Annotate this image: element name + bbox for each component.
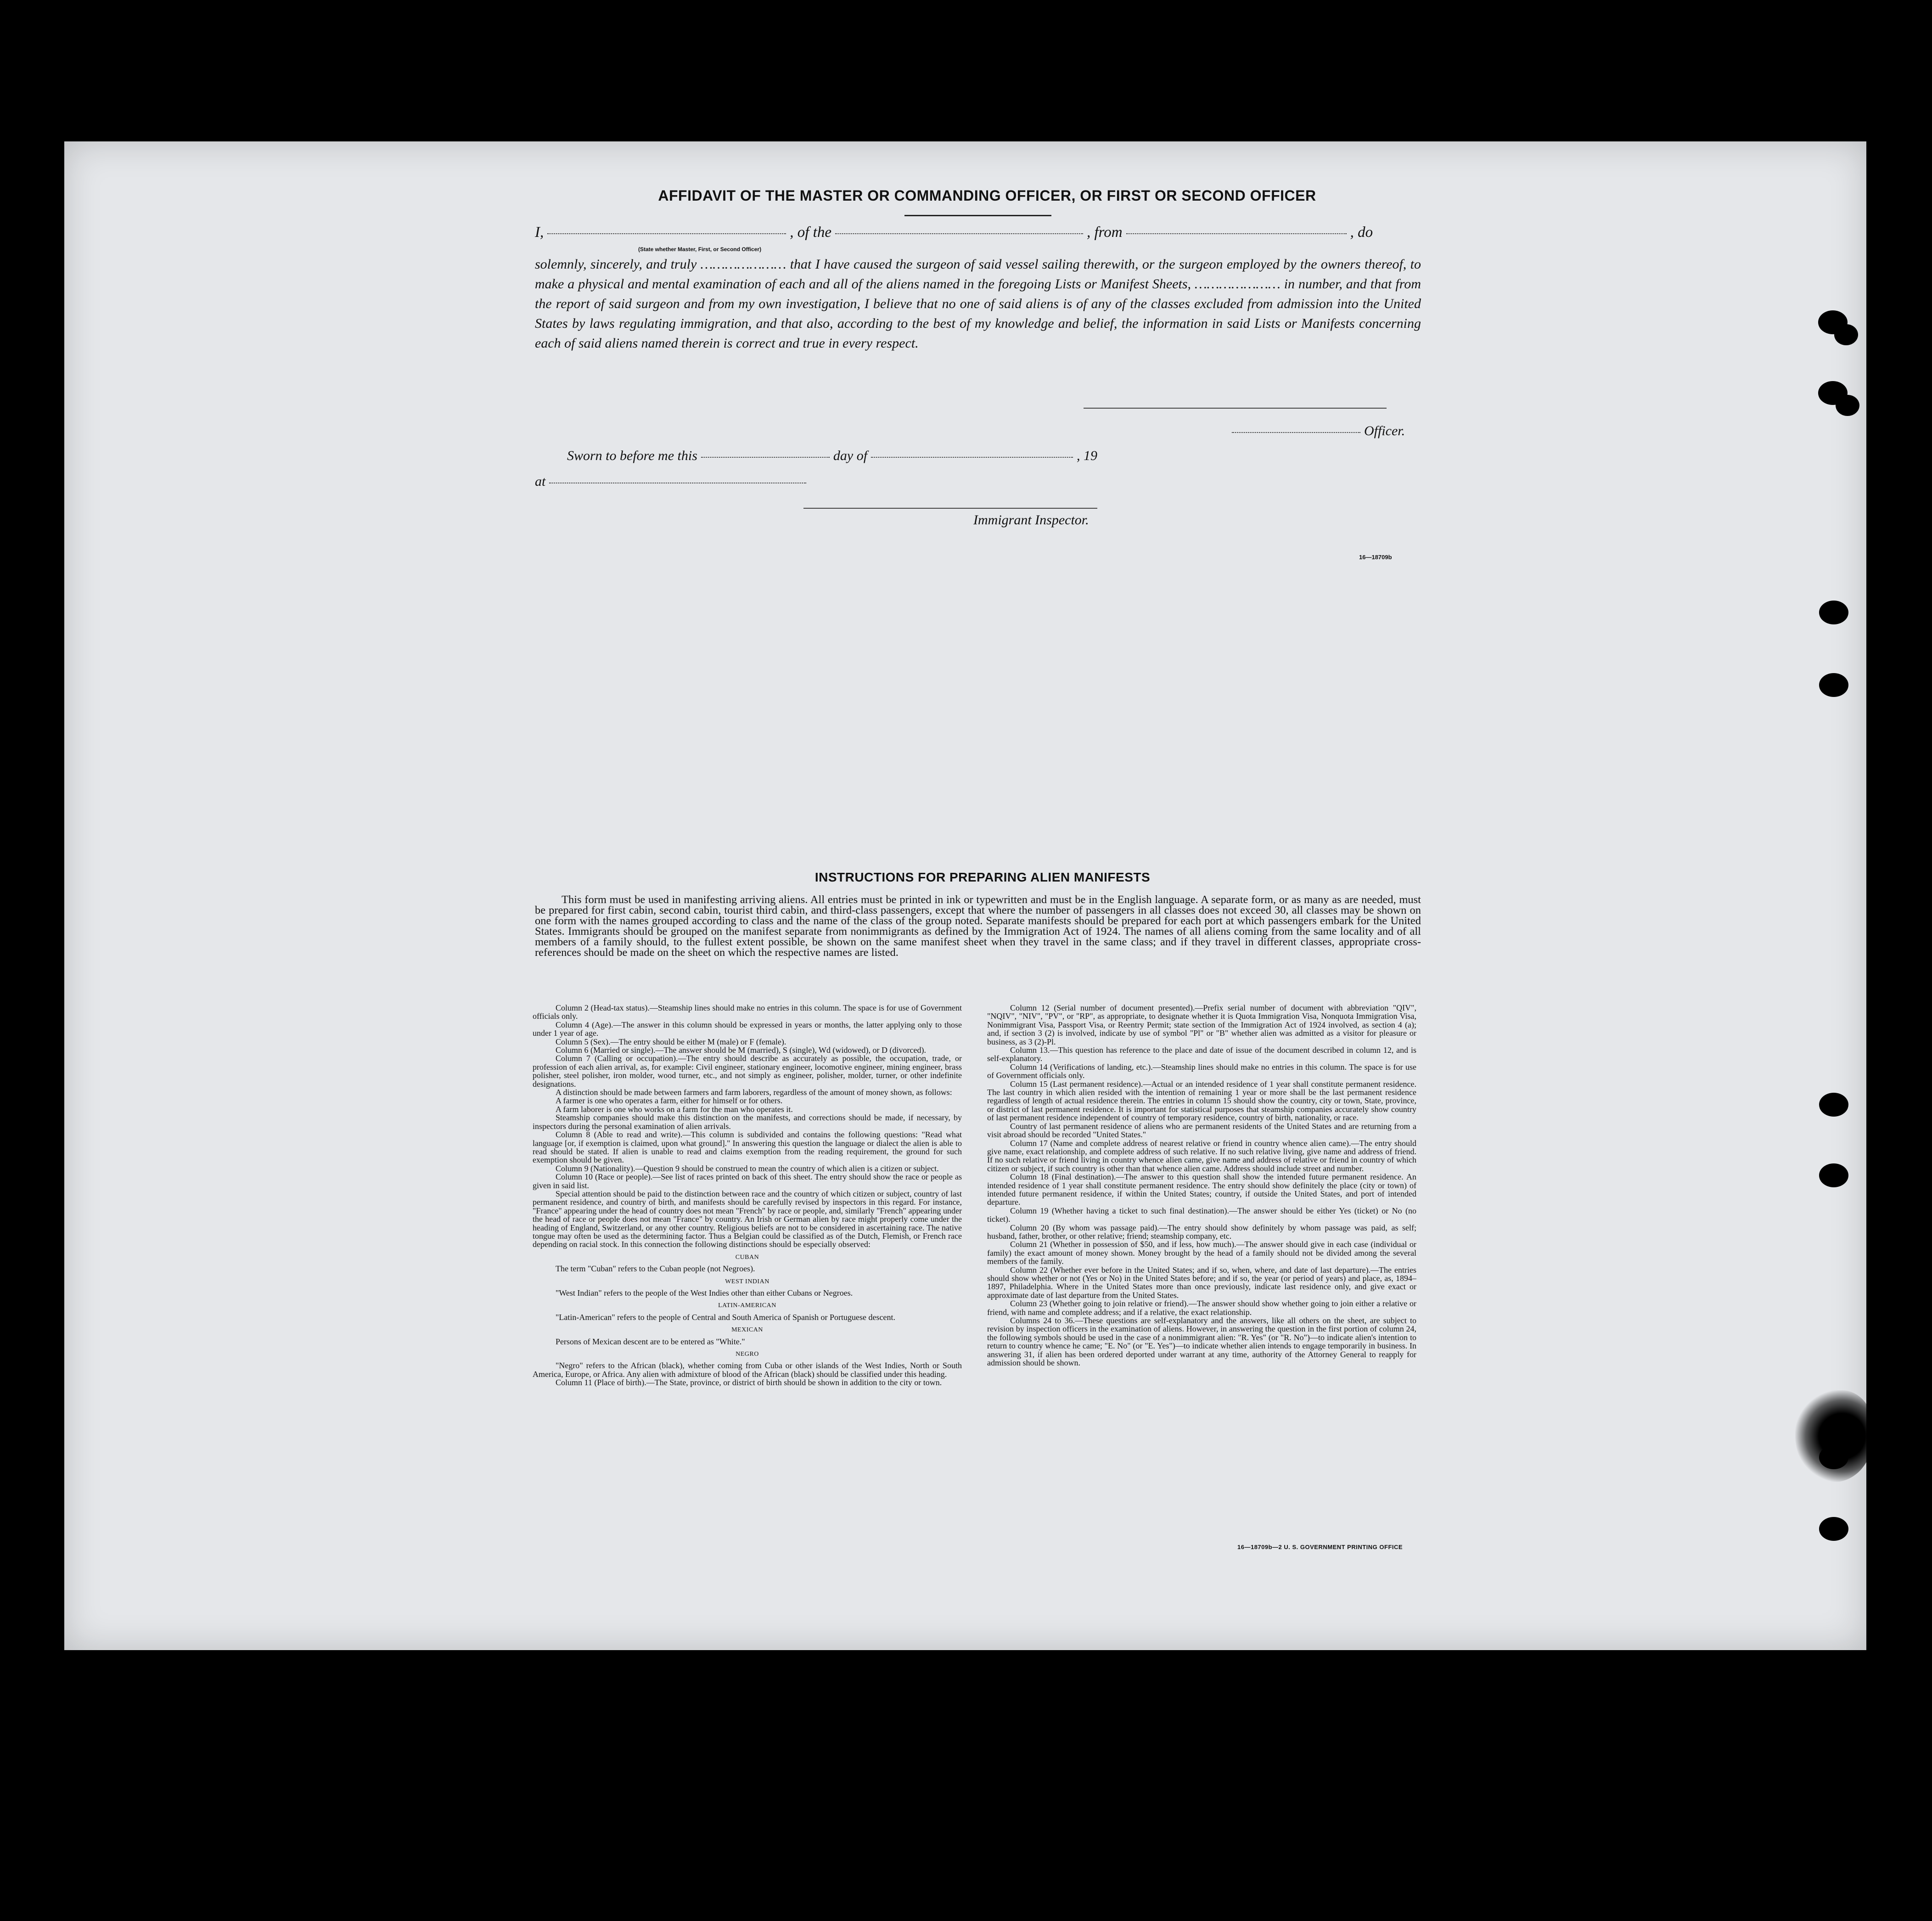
signature-line[interactable] [1084, 408, 1387, 409]
officer-rank-note: (State whether Master, First, or Second Officer) [638, 246, 762, 253]
instruction-paragraph: Column 4 (Age).—The answer in this column should be expressed in years or months, the latter applying only to those under 1 year of age. [533, 1020, 962, 1038]
instruction-paragraph: Column 18 (Final destination).—The answer to this question shall show the intended future permanent residence. An intended residence of 1 year shall constitute permanent residence. The entry should show definitely the place (city or town) of intended future permanent residence, if within the United States; country, if outside the United States, and port of intended departure. [987, 1172, 1416, 1207]
race-definition: The term "Cuban" refers to the Cuban people (not Negroes). [556, 1264, 755, 1274]
race-definition: "Negro" refers to the African (black), whether coming from Cuba or other islands of the West Indies, North or South America, Europe, or Africa. Any alien with admixture of blood of the African (black) should be classified under this heading. [533, 1361, 962, 1379]
race-heading: NEGRO [736, 1351, 759, 1358]
at-place-field[interactable] [549, 482, 806, 483]
affidavit-of-the: , of the [790, 224, 831, 241]
instruction-paragraph: Column 7 (Calling or occupation).—The entry should describe as accurately as possible, the occupation, trade, or profession of each alien arrival, as, for example: Civil engineer, stationary engineer, locomotive engineer, mining engineer, brass polisher, steel polisher, iron molder, wood turner, etc., and not simply as engineer, polisher, molder, turner, or other indefinite designations. [533, 1054, 962, 1089]
affidavit-form-number: 16—18709b [1359, 554, 1392, 561]
sworn-day-of: day of [833, 448, 868, 463]
instructions-right-column [987, 1004, 1416, 1367]
affidavit-do: , do [1350, 224, 1373, 241]
instruction-paragraph: A farmer is one who operates a farm, either for himself or for others. [556, 1096, 783, 1106]
race-definition: "West Indian" refers to the people of the West Indies other than either Cubans or Negroes. [556, 1288, 853, 1298]
officer-signature-line [1228, 423, 1405, 439]
race-definition: "Latin-American" refers to the people of Central and South America of Spanish or Portuguese descent. [556, 1312, 895, 1322]
instruction-paragraph: A distinction should be made between farmers and farm laborers, regardless of the amount of money shown, as follows: [556, 1088, 952, 1097]
officer-title-field[interactable] [1232, 432, 1360, 433]
punch-hole [1819, 601, 1848, 624]
instruction-paragraph: Column 11 (Place of birth).—The State, province, or district of birth should be shown in addition to the city or town. [556, 1378, 942, 1387]
at-label: at [535, 474, 546, 489]
sworn-line [567, 448, 1097, 464]
instruction-paragraph: Column 8 (Able to read and write).—This column is subdivided and contains the following questions: "Read what language [or, if exemption is claimed, upon what ground]." In answering this question the language or dialect the alien is able to read should be stated. If alien is unable to read and claims exemption from the reading requirement, the ground for such exemption should be given. [533, 1130, 962, 1165]
affidavit-title: AFFIDAVIT OF THE MASTER OR COMMANDING OFFICER, OR FIRST OR SECOND OFFICER [658, 187, 1316, 204]
race-heading: WEST INDIAN [725, 1278, 769, 1285]
instruction-paragraph: Column 12 (Serial number of document presented).—Prefix serial number of document with abbreviation "QIV", "NQIV", "NIV", "PV", or "RP", as appropriate, to designate whether it is Quota Immigration Visa, Nonquota Immigration Visa, Nonimmigrant Visa, Passport Visa, or Reentry Permit; state section of the Immigration Act of 1924 involved, as section 4 (a); and, if section 3 (2) is involved, indicate by use of symbol "Pl" or "B" whether alien was admitted as a visitor for pleasure or business, as 3 (2)-Pl. [987, 1003, 1416, 1046]
instruction-paragraph: Column 2 (Head-tax status).—Steamship lines should make no entries in this column. The space is for use of Government officials only. [533, 1003, 962, 1021]
race-heading: MEXICAN [731, 1326, 763, 1334]
vessel-name-field[interactable] [835, 233, 1083, 234]
instruction-paragraph: Columns 24 to 36.—These questions are self-explanatory and the answers, like all others on the sheet, are subject to revision by inspection officers in the examination of aliens. However, in answering the question in the first portion of column 24, the following symbols should be used in the case of a nonimmigrant alien: "R. Yes" (or "R. No")—to indicate alien's intention to return to country whence he came; "E. No" (or "E. Yes")—to indicate whether alien intends to engage temporarily in business. In answering 31, if alien has been ordered deported under warrant at any time, authority of the Attorney General to reapply for admission should be shown. [987, 1316, 1416, 1368]
instruction-paragraph: Column 9 (Nationality).—Question 9 should be construed to mean the country of which alien is a citizen or subject. [556, 1163, 939, 1173]
instructions-intro: This form must be used in manifesting arriving aliens. All entries must be printed in ink or typewritten and must be in the English language. A separate form, or as many as are needed, must be prepared for first cabin, second cabin, tourist third cabin, and third-class passengers, except that where the number of passengers in all classes does not exceed 30, all classes may be shown on one form with the names grouped according to class and the name of the class of the group noted. Separate manifests should be prepared for each port at which passengers embark for the United States. Immigrants should be grouped on the manifest separate from nonimmigrants as defined by the Immigration Act of 1924. The names of all aliens coming from the same locality and of all members of a family should, to the fullest extent possible, be shown on the same manifest sheet when they travel in the same class; and if they travel in different classes, appropriate cross-references should be made on the sheet on which the respective names are listed. [535, 893, 1421, 959]
title-divider [904, 215, 1051, 216]
instruction-paragraph: Special attention should be paid to the distinction between race and the country of which citizen or subject, country of last permanent residence, and country of birth, and manifests should be carefully revised by inspectors in this regard. For instance, "France" appearing under the head of country does not mean "French" by race or people, and, similarly "French" appearing under the head of race or people does not mean "France" by country. An Irish or German alien by race might properly come under the heading of England, Switzerland, or any other country. Religious beliefs are not to be considered in ascertaining race. The native tongue may often be used as the determining factor. Thus a Belgian could be classified as of the Dutch, Flemish, or French race depending on racial stock. In this connection the following distinctions should be especially observed: [533, 1189, 962, 1249]
port-from-field[interactable] [1126, 233, 1347, 234]
race-definition: Persons of Mexican descent are to be entered as "White." [556, 1337, 745, 1346]
punch-hole [1819, 1445, 1848, 1469]
race-heading: LATIN-AMERICAN [718, 1302, 776, 1309]
inspector-signature-line[interactable] [803, 508, 1097, 509]
sworn-day-field[interactable] [701, 456, 830, 458]
punch-hole [1819, 1163, 1848, 1187]
affidavit-i: I, [535, 224, 544, 241]
punch-hole [1819, 673, 1848, 697]
inspector-label: Immigrant Inspector. [973, 512, 1089, 528]
officer-rank-field[interactable] [547, 233, 786, 234]
instruction-paragraph: Country of last permanent residence of aliens who are permanent residents of the United States and are returning from a visit abroad should be recorded "United States." [987, 1121, 1416, 1140]
instruction-paragraph: Column 14 (Verifications of landing, etc.).—Steamship lines should make no entries in this column. The space is for use of Government officials only. [987, 1062, 1416, 1080]
instruction-paragraph: Column 23 (Whether going to join relative or friend).—The answer should show whether going to join either a relative or friend, with name and complete address; and if a relative, the exact relationship. [987, 1299, 1416, 1317]
instructions-left-column [533, 1004, 962, 1387]
affidavit-first-line [535, 222, 1373, 242]
instruction-paragraph: Column 19 (Whether having a ticket to such final destination).—The answer should be either Yes (ticket) or No (no ticket). [987, 1206, 1416, 1224]
instructions-form-number: 16—18709b—2 U. S. GOVERNMENT PRINTING OFFICE [1237, 1544, 1403, 1550]
affidavit-body: solemnly, sincerely, and truly ………………… that I have caused the surgeon of said vessel sailing therewith, or the surgeon employed by the owners thereof, to make a physical and mental examination of each and all of the aliens named in the foregoing Lists or Manifest Sheets, ………………… in number, and that from the report of said surgeon and from my own investigation, I believe that no one of said aliens is of any of the classes excluded from admission into the United States by laws regulating immigration, and that also, according to the best of my knowledge and belief, the information in said Lists or Manifests concerning each of said aliens named therein is correct and true in every respect. [535, 257, 1421, 351]
manifest-back-sheet [64, 141, 1866, 1650]
sworn-prefix: Sworn to before me this [567, 448, 697, 463]
officer-label: Officer. [1364, 423, 1405, 438]
sworn-year: , 19 [1077, 448, 1098, 463]
at-line [535, 474, 810, 489]
instruction-paragraph: Column 17 (Name and complete address of nearest relative or friend in country whence alien came).—The entry should give name, exact relationship, and complete address of such relative. If no such relative living, give name and address of friend. If no such relative or friend living in country whence alien came, give name and address of relative or friend in country of which citizen or subject, if such country is other than that whence alien came. Address should include street and number. [987, 1138, 1416, 1173]
instruction-paragraph: Column 10 (Race or people).—See list of races printed on back of this sheet. The entry should show the race or people as given in said list. [533, 1172, 962, 1190]
punch-hole [1819, 1093, 1848, 1117]
instruction-paragraph: Column 22 (Whether ever before in the United States; and if so, when, where, and date of last departure).—The entries should show whether or not (Yes or No) in the United States before; and if so, the year (or period of years) and place, as, 1894–1897, Philadelphia. Where in the United States more than once previously, indicate last residence only, and give exact or approximate date of last departure from the United States. [987, 1265, 1416, 1300]
sworn-month-field[interactable] [871, 456, 1073, 458]
instruction-paragraph: A farm laborer is one who works on a farm for the man who operates it. [556, 1104, 793, 1114]
instruction-paragraph: Column 20 (By whom was passage paid).—The entry should show definitely by whom passage was paid, as self; husband, father, brother, or other relative; friend; steamship company, etc. [987, 1223, 1416, 1241]
affidavit-from: , from [1086, 224, 1123, 241]
instruction-paragraph: Column 15 (Last permanent residence).—Actual or an intended residence of 1 year shall constitute permanent residence. The last country in which alien resided with the intention of remaining 1 year or more shall be the last permanent residence regardless of length of actual residence therein. The entries in column 15 should show the country, city or town, State, province, or district of last permanent residence. It is important for statistical purposes that steamship companies accurately show country of last permanent residence independent of country of temporary residence, country of birth, nationality, or race. [987, 1079, 1416, 1123]
punch-hole [1836, 395, 1859, 416]
instruction-paragraph: Column 5 (Sex).—The entry should be either M (male) or F (female). [556, 1037, 786, 1046]
instruction-paragraph: Steamship companies should make this distinction on the manifests, and corrections should be made, if necessary, by inspectors during the personal examination of alien arrivals. [533, 1113, 962, 1131]
punch-hole [1819, 1517, 1848, 1541]
instructions-title: INSTRUCTIONS FOR PREPARING ALIEN MANIFESTS [814, 870, 1151, 884]
race-heading: CUBAN [735, 1253, 759, 1261]
punch-hole [1834, 324, 1858, 345]
instruction-paragraph: Column 21 (Whether in possession of $50, and if less, how much).—The answer should give in each case (individual or family) the exact amount of money shown. Money brought by the head of a family should not be divided among the several members of the family. [987, 1240, 1416, 1266]
instruction-paragraph: Column 13.—This question has reference to the place and date of issue of the document described in column 12, and is self-explanatory. [987, 1045, 1416, 1063]
instruction-paragraph: Column 6 (Married or single).—The answer should be M (married), S (single), Wd (widowed), or D (divorced). [556, 1045, 926, 1055]
